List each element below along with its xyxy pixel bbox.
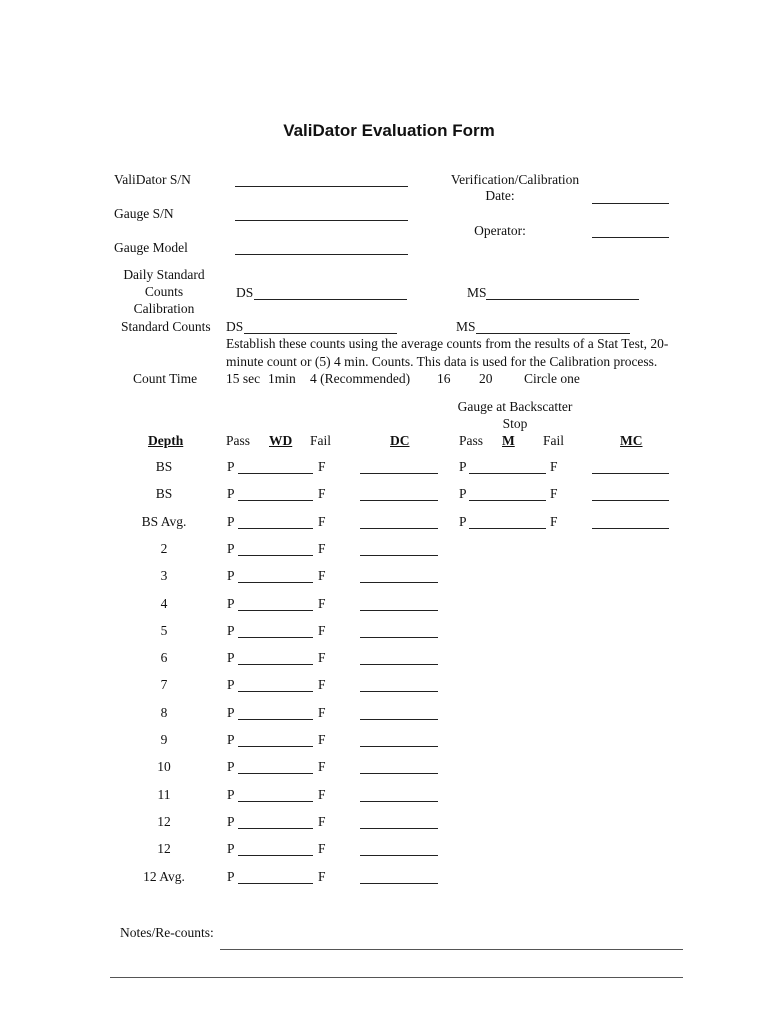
wd-value-field[interactable] <box>238 473 313 474</box>
wd-fail-mark[interactable]: F <box>318 650 326 665</box>
column-header-fail: Fail <box>310 433 332 448</box>
wd-fail-mark[interactable]: F <box>318 596 326 611</box>
m-pass-mark[interactable]: P <box>459 514 467 529</box>
column-header-dc: DC <box>390 433 410 448</box>
count-time-option-15sec[interactable]: 15 sec <box>226 371 261 386</box>
column-header-fail-m: Fail <box>543 433 565 448</box>
wd-fail-mark[interactable]: F <box>318 732 326 747</box>
dc-value-field[interactable] <box>360 528 438 529</box>
row-depth-label: 12 Avg. <box>143 869 185 884</box>
wd-pass-mark[interactable]: P <box>227 623 235 638</box>
row-depth-label: 2 <box>160 541 168 556</box>
validator-sn-label: ValiDator S/N <box>114 172 191 187</box>
m-value-field[interactable] <box>469 473 546 474</box>
gauge-sn-label: Gauge S/N <box>114 206 174 221</box>
dc-value-field[interactable] <box>360 610 438 611</box>
wd-pass-mark[interactable]: P <box>227 841 235 856</box>
wd-fail-mark[interactable]: F <box>318 759 326 774</box>
operator-field[interactable] <box>592 237 669 238</box>
wd-value-field[interactable] <box>238 883 313 884</box>
daily-ds-field[interactable] <box>254 299 407 300</box>
row-depth-label: 5 <box>160 623 168 638</box>
calibration-ms-field[interactable] <box>476 333 630 334</box>
count-time-option-16[interactable]: 16 <box>437 371 451 386</box>
dc-value-field[interactable] <box>360 773 438 774</box>
wd-pass-mark[interactable]: P <box>227 759 235 774</box>
wd-value-field[interactable] <box>238 855 313 856</box>
wd-value-field[interactable] <box>238 582 313 583</box>
row-depth-label: 8 <box>160 705 168 720</box>
mc-value-field[interactable] <box>592 500 669 501</box>
wd-pass-mark[interactable]: P <box>227 596 235 611</box>
wd-pass-mark[interactable]: P <box>227 814 235 829</box>
daily-ms-field[interactable] <box>486 299 639 300</box>
wd-fail-mark[interactable]: F <box>318 486 326 501</box>
count-time-option-20[interactable]: 20 <box>479 371 493 386</box>
wd-value-field[interactable] <box>238 746 313 747</box>
wd-pass-mark[interactable]: P <box>227 869 235 884</box>
row-depth-label: 9 <box>160 732 168 747</box>
row-depth-label: BS <box>155 459 173 474</box>
count-time-option-1min[interactable]: 1min <box>268 371 296 386</box>
calibration-ds-label: DS <box>226 319 244 334</box>
verification-date-field[interactable] <box>592 203 669 204</box>
column-header-depth: Depth <box>148 433 184 448</box>
wd-fail-mark[interactable]: F <box>318 541 326 556</box>
row-depth-label: 11 <box>157 787 171 802</box>
m-value-field[interactable] <box>469 528 546 529</box>
dc-value-field[interactable] <box>360 883 438 884</box>
m-pass-mark[interactable]: P <box>459 459 467 474</box>
daily-standard-counts-label: Counts <box>144 284 184 299</box>
wd-fail-mark[interactable]: F <box>318 869 326 884</box>
row-depth-label: BS Avg. <box>141 514 187 529</box>
count-time-instruction: Circle one <box>524 371 580 386</box>
wd-fail-mark[interactable]: F <box>318 841 326 856</box>
wd-pass-mark[interactable]: P <box>227 459 235 474</box>
wd-value-field[interactable] <box>238 691 313 692</box>
notes-label: Notes/Re-counts: <box>120 925 214 940</box>
wd-value-field[interactable] <box>238 773 313 774</box>
dc-value-field[interactable] <box>360 664 438 665</box>
wd-pass-mark[interactable]: P <box>227 514 235 529</box>
dc-value-field[interactable] <box>360 555 438 556</box>
mc-value-field[interactable] <box>592 528 669 529</box>
wd-pass-mark[interactable]: P <box>227 732 235 747</box>
m-fail-mark[interactable]: F <box>550 459 558 474</box>
dc-value-field[interactable] <box>360 746 438 747</box>
row-depth-label: 12 <box>157 841 171 856</box>
calibration-label: Calibration <box>133 301 195 316</box>
backscatter-stop-header: Stop <box>502 416 528 431</box>
count-time-label: Count Time <box>133 371 198 386</box>
wd-pass-mark[interactable]: P <box>227 568 235 583</box>
backscatter-header: Gauge at Backscatter <box>457 399 573 414</box>
wd-fail-mark[interactable]: F <box>318 459 326 474</box>
m-fail-mark[interactable]: F <box>550 514 558 529</box>
column-header-pass-m: Pass <box>459 433 484 448</box>
calibration-ms-label: MS <box>456 319 476 334</box>
verification-date-label: Date: <box>485 188 515 203</box>
row-depth-label: BS <box>155 486 173 501</box>
wd-value-field[interactable] <box>238 801 313 802</box>
column-header-m: M <box>502 433 515 448</box>
mc-value-field[interactable] <box>592 473 669 474</box>
wd-fail-mark[interactable]: F <box>318 568 326 583</box>
row-depth-label: 12 <box>157 814 171 829</box>
form-title: ValiDator Evaluation Form <box>283 121 495 140</box>
wd-pass-mark[interactable]: P <box>227 541 235 556</box>
daily-ms-label: MS <box>467 285 487 300</box>
wd-fail-mark[interactable]: F <box>318 787 326 802</box>
calibration-ds-field[interactable] <box>244 333 397 334</box>
column-header-pass: Pass <box>226 433 251 448</box>
dc-value-field[interactable] <box>360 500 438 501</box>
row-depth-label: 10 <box>157 759 171 774</box>
dc-value-field[interactable] <box>360 801 438 802</box>
m-value-field[interactable] <box>469 500 546 501</box>
validator-sn-field[interactable] <box>235 186 408 187</box>
wd-value-field[interactable] <box>238 637 313 638</box>
wd-fail-mark[interactable]: F <box>318 514 326 529</box>
wd-pass-mark[interactable]: P <box>227 677 235 692</box>
wd-pass-mark[interactable]: P <box>227 486 235 501</box>
wd-value-field[interactable] <box>238 610 313 611</box>
wd-value-field[interactable] <box>238 828 313 829</box>
wd-value-field[interactable] <box>238 555 313 556</box>
dc-value-field[interactable] <box>360 473 438 474</box>
dc-value-field[interactable] <box>360 637 438 638</box>
daily-standard-label: Daily Standard <box>123 267 205 282</box>
calibration-standard-counts-label: Standard Counts <box>121 319 211 334</box>
wd-fail-mark[interactable]: F <box>318 677 326 692</box>
gauge-sn-field[interactable] <box>235 220 408 221</box>
column-header-wd: WD <box>269 433 293 448</box>
wd-value-field[interactable] <box>238 719 313 720</box>
dc-value-field[interactable] <box>360 582 438 583</box>
notes-line-1[interactable] <box>220 949 683 950</box>
wd-value-field[interactable] <box>238 664 313 665</box>
dc-value-field[interactable] <box>360 719 438 720</box>
dc-value-field[interactable] <box>360 855 438 856</box>
dc-value-field[interactable] <box>360 828 438 829</box>
wd-pass-mark[interactable]: P <box>227 650 235 665</box>
wd-value-field[interactable] <box>238 500 313 501</box>
verification-label: Verification/Calibration <box>450 172 580 187</box>
operator-label: Operator: <box>474 223 526 238</box>
row-depth-label: 4 <box>160 596 168 611</box>
row-depth-label: 3 <box>160 568 168 583</box>
dc-value-field[interactable] <box>360 691 438 692</box>
m-fail-mark[interactable]: F <box>550 486 558 501</box>
wd-pass-mark[interactable]: P <box>227 705 235 720</box>
calibration-note-line-2: minute count or (5) 4 min. Counts. This data is used for the Calibration process. <box>226 354 658 369</box>
calibration-note-line-1: Establish these counts using the average counts from the results of a Stat Test, 20- <box>226 336 669 351</box>
daily-ds-label: DS <box>236 285 254 300</box>
count-time-option-4-recommended[interactable]: 4 (Recommended) <box>310 371 411 386</box>
column-header-mc: MC <box>620 433 643 448</box>
row-depth-label: 7 <box>160 677 168 692</box>
wd-fail-mark[interactable]: F <box>318 705 326 720</box>
notes-line-2[interactable] <box>110 977 683 978</box>
wd-pass-mark[interactable]: P <box>227 787 235 802</box>
wd-value-field[interactable] <box>238 528 313 529</box>
m-pass-mark[interactable]: P <box>459 486 467 501</box>
wd-fail-mark[interactable]: F <box>318 814 326 829</box>
gauge-model-label: Gauge Model <box>114 240 188 255</box>
gauge-model-field[interactable] <box>235 254 408 255</box>
wd-fail-mark[interactable]: F <box>318 623 326 638</box>
row-depth-label: 6 <box>160 650 168 665</box>
